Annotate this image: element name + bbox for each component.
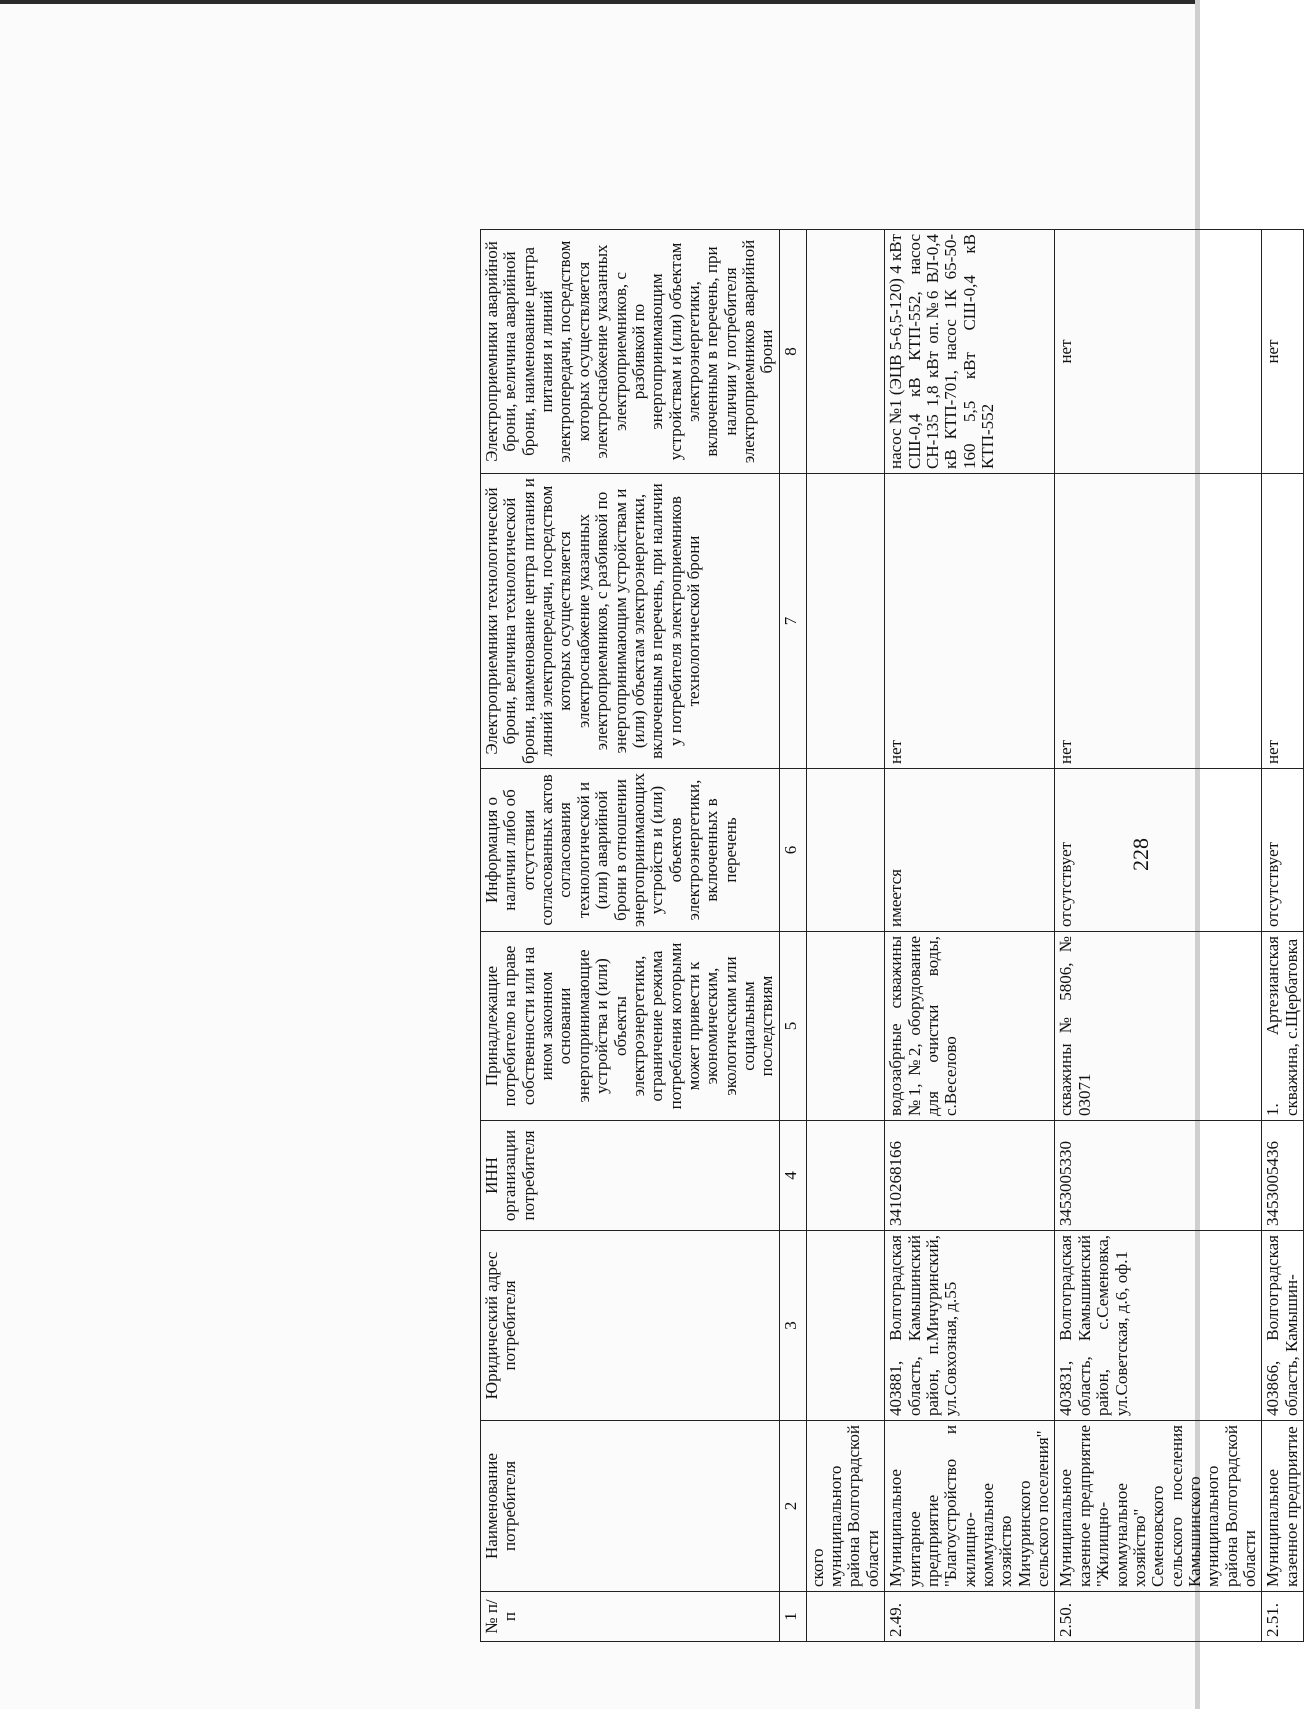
acts-status: отсутствует [1055, 769, 1262, 932]
column-number: 4 [779, 1121, 806, 1231]
row-number: 2.51. [1262, 1592, 1304, 1642]
consumer-address: 403881, Волгоградская область, Камышинский район, п.Мичуринский, ул.Совхозная, д.55 [885, 1231, 1055, 1421]
consumer-name: Муниципальное казенное предприятие "Жилищно-коммунальное хозяйство" Семеновского сельского поселения Камышинского муниципального района Волгоградской области [1055, 1421, 1262, 1592]
emergency-reserve: насос №1 (ЭЦВ 5-6,5-120) 4 кВт СШ-0,4 кВ КТП-552, насос СН-135 1,8 кВт оп.№6 ВЛ-0,4 кВ КТП-701, насос 1К 65-50-160 5,5 кВт СШ-0,4 кВ КТП-552 [885, 230, 1055, 474]
column-number: 5 [779, 932, 806, 1121]
acts-status: отсутствует [1262, 769, 1304, 932]
consumer-address: 403866, Волгоградская область, Камышин- [1262, 1231, 1304, 1421]
column-number: 1 [779, 1592, 806, 1642]
col-header-devices: Принадлежащие потребителю на праве собственности или на ином законном основании энергопринимающие устройства и (или) объекты электроэнергетики, ограничение режима потребления которыми может привести к экономическим, экологическим или социальным последствиям [481, 932, 780, 1121]
col-header-tech-reserve: Электроприемники технологической брони, величина технологической брони, наименование центра питания и линий электропередачи, посредством которых осуществляется электроснабжение указанных электроприемников, с разбивкой по энергопринимающим устройствам и (или) объектам электроэнергетики, включенным в перечень, при наличии у потребителя электроприемников технологической брони [481, 474, 780, 769]
table-row [1055, 230, 1262, 1642]
consumer-table [480, 229, 1304, 1642]
col-header-name: Наименование потребителя [481, 1421, 780, 1592]
page-number: 228 [1128, 838, 1153, 871]
col-header-emergency-reserve: Электроприемники аварийной брони, величина аварийной брони, наименование центра питания и линий электропередачи, посредством которых осуществляется электроснабжение указанных электроприемников, с разбивкой по энергопринимающим устройствам и (или) объектам электроэнергетики, включенным в перечень, при наличии у потребителя электроприемников аварийной брони [481, 230, 780, 474]
continued-name-cell: ского муниципального района Волгоградской области [806, 1421, 884, 1592]
column-number-row [779, 230, 806, 1642]
table-row [1262, 230, 1304, 1642]
consumer-inn: 3453005330 [1055, 1121, 1262, 1231]
consumer-devices: скважины № 5806, № 03071 [1055, 932, 1262, 1121]
tech-reserve: нет [1055, 474, 1262, 769]
column-number: 8 [779, 230, 806, 474]
col-header-num: № п/п [481, 1592, 780, 1642]
consumer-name: Муниципальное унитарное предприятие "Благоустройство и жилищно-коммунальное хозяйство Мичуринского сельского поселения" [885, 1421, 1055, 1592]
row-number: 2.50. [1055, 1592, 1262, 1642]
consumer-devices: 1. Артезианская скважина, с.Щербатовка [1262, 932, 1304, 1121]
consumer-inn: 3410268166 [885, 1121, 1055, 1231]
row-number: 2.49. [885, 1592, 1055, 1642]
emergency-reserve: нет [1055, 230, 1262, 474]
consumer-address: 403831, Волгоградская область, Камышинский район, с.Семеновка, ул.Советская, д.6, оф.1 [1055, 1231, 1262, 1421]
consumer-name: Муниципальное казенное предприятие [1262, 1421, 1304, 1592]
acts-status: имеется [885, 769, 1055, 932]
column-number: 7 [779, 474, 806, 769]
tech-reserve: нет [885, 474, 1055, 769]
consumer-devices: водозабрные скважины №1, №2, оборудование для очистки воды, с.Веселово [885, 932, 1055, 1121]
table-row [885, 230, 1055, 1642]
column-number: 3 [779, 1231, 806, 1421]
tech-reserve: нет [1262, 474, 1304, 769]
table-header-row [481, 230, 780, 1642]
col-header-acts: Информация о наличии либо об отсутствии согласованных актов согласования технологической и (или) аварийной брони в отношении энергопринимающих устройств и (или) объектов электроэнергетики, включенных в перечень [481, 769, 780, 932]
emergency-reserve: нет [1262, 230, 1304, 474]
column-number: 6 [779, 769, 806, 932]
consumer-inn: 3453005436 [1262, 1121, 1304, 1231]
column-number: 2 [779, 1421, 806, 1592]
col-header-inn: ИНН организации потребителя [481, 1121, 780, 1231]
table-row [806, 230, 884, 1642]
col-header-address: Юридический адрес потребителя [481, 1231, 780, 1421]
